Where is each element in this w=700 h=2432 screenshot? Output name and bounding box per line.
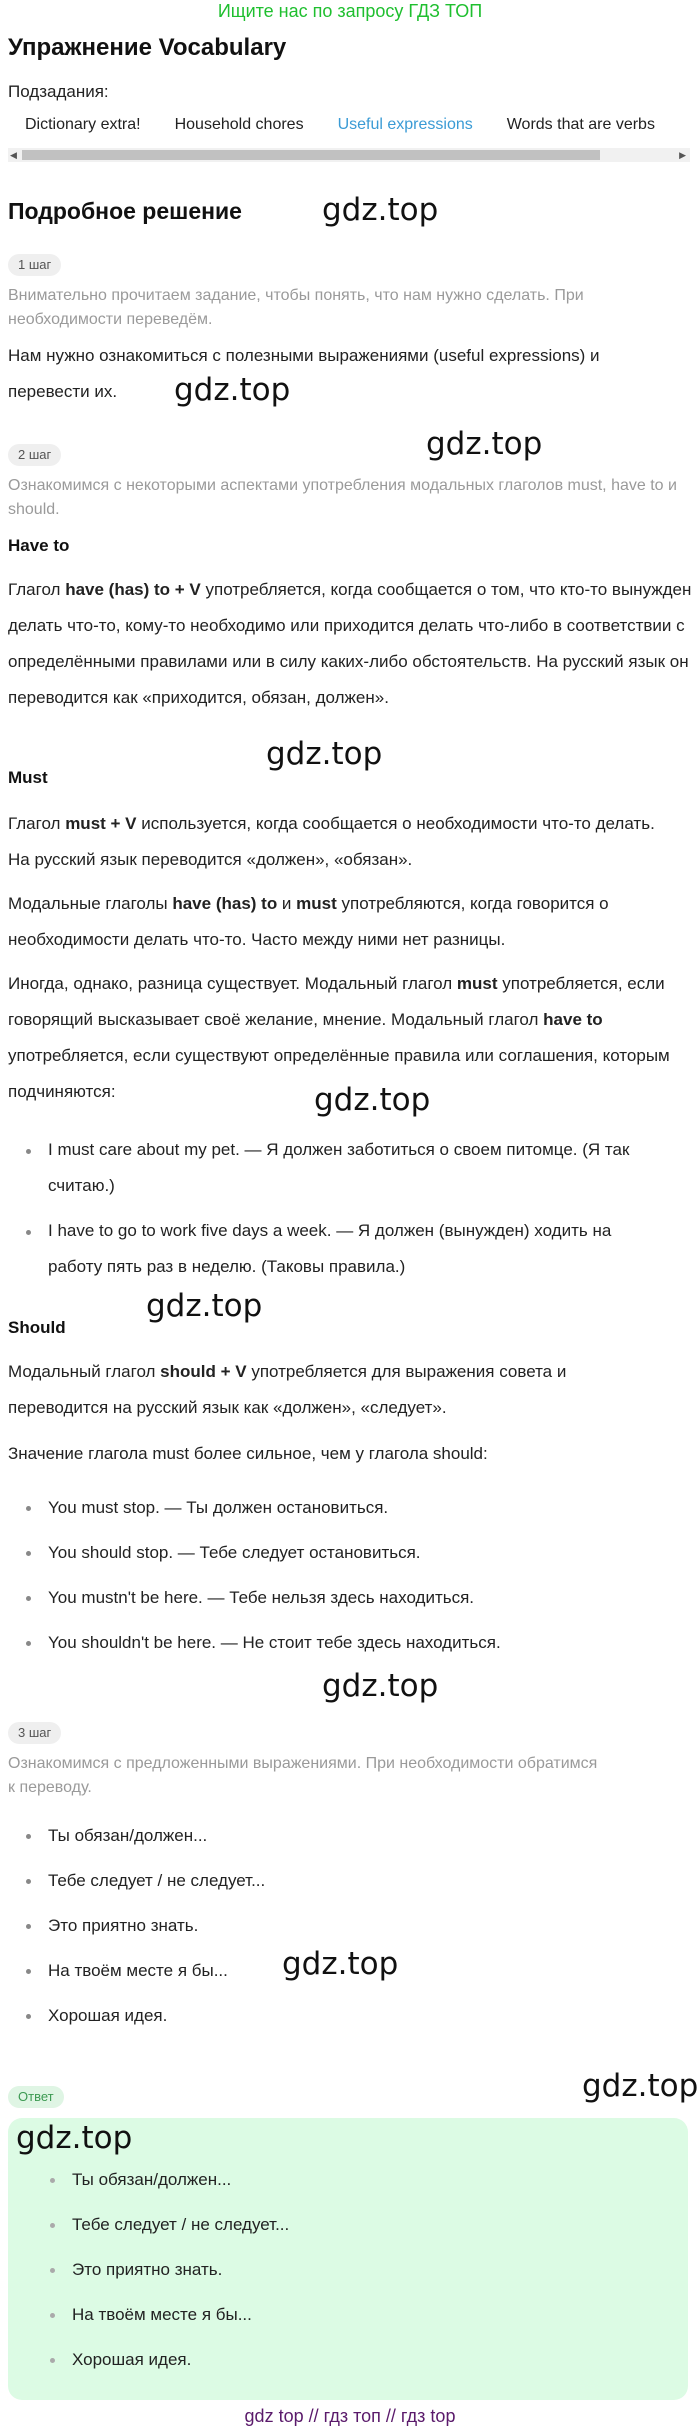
answer-item: Тебе следует / не следует... — [72, 2215, 290, 2234]
list-item: Это приятно знать. — [48, 1916, 199, 1935]
bold-text: have (has) to — [172, 894, 278, 913]
tab-dictionary-extra[interactable]: Dictionary extra! — [25, 116, 141, 133]
list-item: I have to go to work five days a week. — Я должен (вынужден) ходить на работу пять раз в неделю. (Таковы правила.) — [48, 1221, 612, 1276]
bold-text: must — [456, 974, 498, 993]
must-paragraph-1 — [8, 806, 668, 878]
watermark: gdz.top — [582, 2068, 699, 2104]
tabs-scrollbar[interactable] — [8, 148, 690, 162]
step-badge: 2 шаг — [8, 444, 61, 466]
text: используется, когда сообщается о необходимости что-то делать. На русский язык переводится «должен», «обязан». — [8, 814, 655, 869]
bullet-icon — [50, 2178, 55, 2183]
answer-badge: Ответ — [8, 2086, 64, 2108]
step-badge: 1 шаг — [8, 254, 61, 276]
bullet-icon — [26, 1879, 31, 1884]
bold-text: have (has) to + V — [65, 580, 201, 599]
watermark: gdz.top — [146, 1288, 263, 1324]
watermark: gdz.top — [314, 1082, 431, 1118]
bullet-icon — [26, 1969, 31, 1974]
answer-item: Это приятно знать. — [72, 2260, 223, 2279]
bullet-icon — [26, 2014, 31, 2019]
text: Модальные глаголы — [8, 894, 173, 913]
answer-item: Хорошая идея. — [72, 2350, 192, 2369]
bullet-icon — [26, 1641, 31, 1646]
bullet-icon — [26, 1230, 31, 1235]
text: и — [277, 894, 297, 913]
list-item: На твоём месте я бы... — [48, 1961, 228, 1980]
bullet-icon — [50, 2313, 55, 2318]
scroll-left-icon[interactable]: ◀ — [10, 150, 17, 160]
list-item: You mustn't be here. — Тебе нельзя здесь находиться. — [48, 1588, 475, 1607]
bullet-icon — [26, 1596, 31, 1601]
tab-words-that-are-verbs[interactable]: Words that are verbs — [506, 116, 655, 133]
watermark: gdz.top — [16, 2120, 133, 2156]
text: употребляется, когда сообщается о том, что кто-то вынужден делать что-то, кому-то необходимо или приходится делать что-либо в соответствии с определёнными правилами или в силу каких-либо обстоятельств. На русский язык он переводится как «приходится, обязан, должен». — [8, 580, 692, 707]
text: Иногда, однако, разница существует. Модальный глагол — [8, 974, 457, 993]
bold-text: have to — [543, 1010, 603, 1029]
list-item: I must care about my pet. — Я должен заботиться о своем питомце. (Я так считаю.) — [48, 1140, 630, 1195]
must-paragraph-3 — [8, 966, 688, 1110]
watermark: gdz.top — [322, 1668, 439, 1704]
section-title-have-to: Have to — [8, 536, 70, 555]
have-to-paragraph — [8, 572, 692, 716]
subtask-tabs — [8, 108, 690, 148]
tab-household-chores[interactable]: Household chores — [174, 116, 304, 133]
answer-item: Ты обязан/должен... — [72, 2170, 232, 2189]
top-banner: Ищите нас по запросу ГДЗ ТОП — [217, 1, 483, 21]
list-item: Ты обязан/должен... — [48, 1826, 208, 1845]
answer-item: На твоём месте я бы... — [72, 2305, 252, 2324]
bullet-icon — [50, 2223, 55, 2228]
watermark: gdz.top — [282, 1946, 399, 1982]
step-text: Нам нужно ознакомиться с полезными выражениями (useful expressions) и перевести их. — [8, 346, 600, 401]
text: употребляется для выражения совета и переводится на русский язык как «должен», «следует». — [8, 1362, 567, 1417]
bullet-icon — [26, 1834, 31, 1839]
step-hint: Ознакомимся с предложенными выражениями. При необходимости обратимся к переводу. — [8, 1755, 598, 1796]
should-paragraph-1 — [8, 1354, 648, 1426]
bullet-icon — [26, 1551, 31, 1556]
text: употребляется, если существуют определённые правила или соглашения, которым подчиняются: — [8, 1046, 670, 1101]
solution-title: Подробное решение — [8, 198, 242, 224]
scroll-right-icon[interactable]: ▶ — [679, 150, 686, 160]
text: Глагол — [8, 580, 61, 599]
must-paragraph-2 — [8, 886, 688, 958]
bullet-icon — [26, 1506, 31, 1511]
list-item: You should stop. — Тебе следует остановиться. — [48, 1543, 421, 1562]
subtasks-label: Подзадания: — [8, 82, 109, 101]
bold-text: must — [296, 894, 337, 913]
bold-text: should + V — [160, 1362, 247, 1381]
bullet-icon — [26, 1149, 31, 1154]
list-item: You shouldn't be here. — Не стоит тебе здесь находиться. — [48, 1633, 501, 1652]
watermark: gdz.top — [266, 736, 383, 772]
bold-text: must + V — [65, 814, 137, 833]
section-title-should: Should — [8, 1318, 66, 1337]
section-title-must: Must — [8, 768, 48, 787]
bullet-icon — [26, 1924, 31, 1929]
bullet-icon — [50, 2268, 55, 2273]
footer-links[interactable]: gdz top // гдз топ // гдз top — [244, 2406, 456, 2426]
bullet-icon — [50, 2358, 55, 2363]
text: употребляются, когда говорится о необходимости делать что-то. Часто между ними нет разницы. — [8, 894, 609, 949]
watermark: gdz.top — [426, 426, 543, 462]
should-paragraph-2: Значение глагола must более сильное, чем у глагола should: — [8, 1444, 488, 1463]
text: Глагол — [8, 814, 61, 833]
list-item: You must stop. — Ты должен остановиться. — [48, 1498, 389, 1517]
page-title: Упражнение Vocabulary — [8, 34, 287, 61]
watermark: gdz.top — [322, 192, 439, 228]
list-item: Хорошая идея. — [48, 2006, 168, 2025]
step-hint: Внимательно прочитаем задание, чтобы понять, что нам нужно сделать. При необходимости переведём. — [8, 287, 584, 328]
watermark: gdz.top — [174, 372, 291, 408]
step-hint: Ознакомимся с некоторыми аспектами употребления модальных глаголов must, have to и should. — [8, 477, 677, 518]
step-badge: 3 шаг — [8, 1722, 61, 1744]
tab-useful-expressions[interactable]: Useful expressions — [321, 108, 490, 148]
scroll-thumb[interactable] — [22, 150, 600, 160]
text: Модальный глагол — [8, 1362, 161, 1381]
list-item: Тебе следует / не следует... — [48, 1871, 266, 1890]
text: употребляется, если говорящий высказывает своё желание, мнение. Модальный глагол — [8, 974, 665, 1029]
